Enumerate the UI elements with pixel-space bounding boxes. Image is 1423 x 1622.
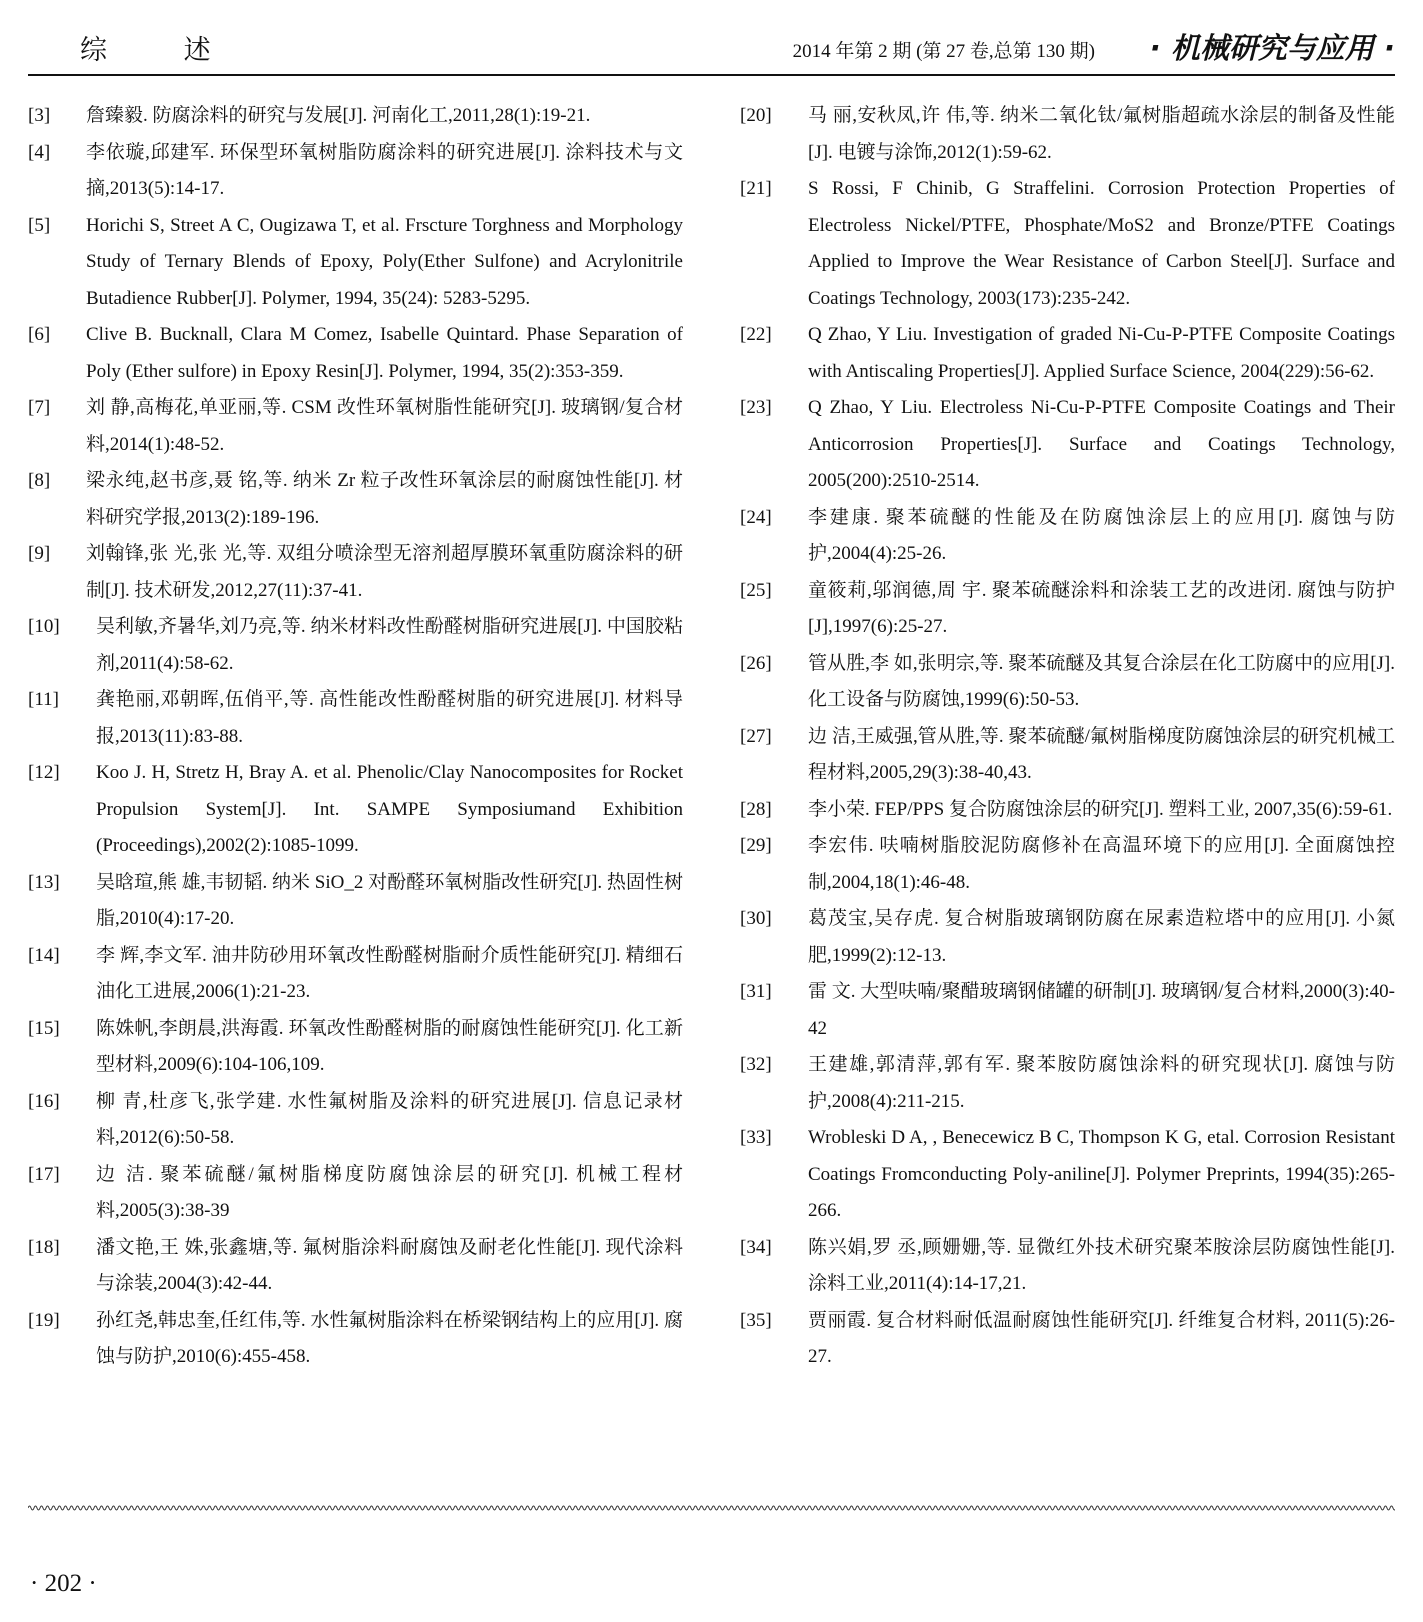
reference-item (28, 682, 683, 755)
page-number: · 202 · (30, 1570, 97, 1597)
reference-number: [32] (740, 1054, 772, 1075)
reference-text: 刘翰锋,张 光,张 光,等. 双组分喷涂型无溶剂超厚膜环氧重防腐涂料的研制[J]. 技术研发,2012,27(11):37-41. (86, 543, 683, 601)
reference-text: 梁永纯,赵书彦,聂 铭,等. 纳米 Zr 粒子改性环氧涂层的耐腐蚀性能[J]. 材料研究学报,2013(2):189-196. (86, 470, 683, 528)
reference-number: [3] (28, 105, 51, 126)
reference-text: S Rossi, F Chinib, G Straffelini. Corrosion Protection Properties of Electroless Nickel/PTFE, Phosphate/MoS2 and Bronze/PTFE Coatings Applied to Improve the Wear Resistance of Carbon Steel[J]. Surface and Coatings Technology, 2003(173):235-242. (808, 178, 1395, 309)
reference-text: 陈兴娟,罗 丞,顾姗姗,等. 显微红外技术研究聚苯胺涂层防腐蚀性能[J]. 涂料工业,2011(4):14-17,21. (808, 1236, 1395, 1294)
reference-item (28, 98, 683, 135)
reference-number: [21] (740, 178, 772, 199)
reference-text: 李小荣. FEP/PPS 复合防腐蚀涂层的研究[J]. 塑料工业, 2007,35(6):59-61. (808, 798, 1393, 820)
reference-text: 贾丽霞. 复合材料耐低温耐腐蚀性能研究[J]. 纤维复合材料, 2011(5):26-27. (808, 1309, 1395, 1367)
reference-item (740, 792, 1395, 829)
reference-number: [6] (28, 324, 51, 345)
reference-number: [8] (28, 470, 51, 491)
reference-text: 管从胜,李 如,张明宗,等. 聚苯硫醚及其复合涂层在化工防腐中的应用[J]. 化工设备与防腐蚀,1999(6):50-53. (808, 652, 1395, 710)
section-label: 综 述 (80, 35, 245, 66)
reference-item (740, 901, 1395, 974)
reference-item (28, 390, 683, 463)
reference-item (740, 1120, 1395, 1230)
reference-item (28, 938, 683, 1011)
reference-text: 王建雄,郭清萍,郭有军. 聚苯胺防腐蚀涂料的研究现状[J]. 腐蚀与防护,2008(4):211-215. (808, 1054, 1395, 1112)
reference-text: 边 洁,王威强,管从胜,等. 聚苯硫醚/氟树脂梯度防腐蚀涂层的研究机械工程材料,2005,29(3):38-40,43. (808, 725, 1395, 783)
reference-number: [26] (740, 652, 772, 674)
reference-text: 詹臻毅. 防腐涂料的研究与发展[J]. 河南化工,2011,28(1):19-21. (86, 105, 591, 126)
reference-item (28, 1157, 683, 1230)
reference-number: [16] (28, 1090, 60, 1112)
reference-text: 童筱莉,邬润德,周 宇. 聚苯硫醚涂料和涂装工艺的改进闭. 腐蚀与防护[J],1997(6):25-27. (808, 579, 1395, 637)
reference-item (740, 573, 1395, 646)
reference-item (28, 536, 683, 609)
reference-text: 吴利敏,齐暑华,刘乃亮,等. 纳米材料改性酚醛树脂研究进展[J]. 中国胶粘剂,2011(4):58-62. (96, 616, 683, 674)
reference-text: Horichi S, Street A C, Ougizawa T, et al. Frscture Torghness and Morphology Study of Ternary Blends of Epoxy, Poly(Ether Sulfone) and Acrylonitrile Butadience Rubber[J]. Polymer, 1994, 35(24): 5283-5295. (86, 214, 683, 309)
reference-text: Q Zhao, Y Liu. Investigation of graded Ni-Cu-P-PTFE Composite Coatings with Antiscaling Properties[J]. Applied Surface Science, 2004(229):56-62. (808, 324, 1395, 382)
reference-item (28, 1084, 683, 1157)
reference-text: 柳 青,杜彦飞,张学建. 水性氟树脂及涂料的研究进展[J]. 信息记录材料,2012(6):50-58. (96, 1090, 683, 1148)
reference-number: [20] (740, 105, 772, 126)
reference-number: [5] (28, 214, 51, 236)
reference-number: [13] (28, 871, 60, 893)
reference-number: [4] (28, 141, 51, 163)
reference-item (740, 1047, 1395, 1120)
reference-number: [34] (740, 1236, 772, 1258)
reference-number: [33] (740, 1127, 772, 1148)
references-left-column (28, 98, 683, 1376)
reference-number: [25] (740, 579, 772, 601)
reference-item (28, 208, 683, 318)
reference-text: Clive B. Bucknall, Clara M Comez, Isabelle Quintard. Phase Separation of Poly (Ether sulfore) in Epoxy Resin[J]. Polymer, 1994, 35(2):353-359. (86, 324, 683, 382)
reference-text: Koo J. H, Stretz H, Bray A. et al. Phenolic/Clay Nanocomposites for Rocket Propulsion System[J]. Int. SAMPE Symposiumand Exhibition (Proceedings),2002(2):1085-1099. (96, 762, 683, 856)
reference-number: [30] (740, 908, 772, 929)
reference-text: 陈姝帆,李朗晨,洪海霞. 环氧改性酚醛树脂的耐腐蚀性能研究[J]. 化工新型材料,2009(6):104-106,109. (96, 1017, 683, 1075)
reference-item (28, 1230, 683, 1303)
journal-title: · 机械研究与应用 · (1149, 31, 1395, 65)
reference-item (28, 609, 683, 682)
reference-number: [18] (28, 1236, 60, 1258)
reference-text: 潘文艳,王 姝,张鑫塘,等. 氟树脂涂料耐腐蚀及耐老化性能[J]. 现代涂料与涂装,2004(3):42-44. (96, 1236, 683, 1294)
reference-item (28, 463, 683, 536)
reference-number: [11] (28, 689, 59, 710)
reference-item (28, 865, 683, 938)
reference-item (740, 646, 1395, 719)
reference-text: 刘 静,高梅花,单亚丽,等. CSM 改性环氧树脂性能研究[J]. 玻璃钢/复合材料,2014(1):48-52. (86, 397, 683, 455)
issue-info: 2014 年第 2 期 (第 27 卷,总第 130 期) (792, 41, 1095, 62)
reference-item (28, 135, 683, 208)
reference-item (740, 171, 1395, 317)
reference-text: Q Zhao, Y Liu. Electroless Ni-Cu-P-PTFE Composite Coatings and Their Anticorrosion Properties[J]. Surface and Coatings Technology, 2005(200):2510-2514. (808, 397, 1395, 491)
reference-text: 葛茂宝,吴存虎. 复合树脂玻璃钢防腐在尿素造粒塔中的应用[J]. 小氮肥,1999(2):12-13. (808, 908, 1395, 966)
reference-number: [24] (740, 506, 772, 528)
reference-item (28, 1011, 683, 1084)
reference-number: [15] (28, 1017, 60, 1039)
reference-item (28, 755, 683, 865)
reference-number: [29] (740, 835, 772, 856)
reference-text: 李建康. 聚苯硫醚的性能及在防腐蚀涂层上的应用[J]. 腐蚀与防护,2004(4):25-26. (808, 506, 1395, 564)
reference-number: [27] (740, 725, 772, 747)
reference-item (28, 317, 683, 390)
reference-number: [23] (740, 397, 772, 418)
reference-number: [19] (28, 1309, 60, 1331)
reference-number: [14] (28, 944, 60, 966)
header-rule (28, 74, 1395, 76)
reference-item (28, 1303, 683, 1376)
reference-text: 李宏伟. 呋喃树脂胶泥防腐修补在高温环境下的应用[J]. 全面腐蚀控制,2004,18(1):46-48. (808, 835, 1395, 893)
reference-number: [9] (28, 543, 51, 564)
reference-text: 吴晗瑄,熊 雄,韦韧韬. 纳米 SiO_2 对酚醛环氧树脂改性研究[J]. 热固性树脂,2010(4):17-20. (96, 871, 683, 929)
reference-item (740, 974, 1395, 1047)
reference-item (740, 719, 1395, 792)
reference-text: 孙红尧,韩忠奎,任红伟,等. 水性氟树脂涂料在桥梁钢结构上的应用[J]. 腐蚀与防护,2010(6):455-458. (96, 1309, 683, 1367)
reference-text: Wrobleski D A, , Benecewicz B C, Thompson K G, etal. Corrosion Resistant Coatings Fromconducting Poly-aniline[J]. Polymer Preprints, 1994(35):265-266. (808, 1127, 1395, 1221)
reference-number: [12] (28, 762, 60, 783)
reference-number: [35] (740, 1309, 772, 1331)
reference-number: [31] (740, 981, 772, 1002)
reference-text: 龚艳丽,邓朝晖,伍俏平,等. 高性能改性酚醛树脂的研究进展[J]. 材料导报,2013(11):83-88. (96, 689, 683, 747)
reference-text: 李依璇,邱建军. 环保型环氧树脂防腐涂料的研究进展[J]. 涂料技术与文摘,2013(5):14-17. (86, 141, 683, 199)
reference-text: 李 辉,李文军. 油井防砂用环氧改性酚醛树脂耐介质性能研究[J]. 精细石油化工进展,2006(1):21-23. (96, 944, 683, 1002)
reference-item (740, 828, 1395, 901)
reference-number: [17] (28, 1163, 60, 1185)
reference-item (740, 390, 1395, 500)
page-header (28, 0, 1395, 76)
reference-item (740, 500, 1395, 573)
reference-item (740, 1230, 1395, 1303)
reference-text: 雷 文. 大型呋喃/聚醋玻璃钢储罐的研制[J]. 玻璃钢/复合材料,2000(3):40-42 (808, 981, 1395, 1039)
reference-number: [10] (28, 616, 60, 637)
footer-wavy-rule (28, 1502, 1395, 1514)
reference-number: [7] (28, 397, 51, 418)
reference-item (740, 98, 1395, 171)
reference-item (740, 317, 1395, 390)
reference-number: [22] (740, 324, 772, 345)
reference-text: 边 洁. 聚苯硫醚/氟树脂梯度防腐蚀涂层的研究[J]. 机械工程材料,2005(3):38-39 (96, 1163, 683, 1221)
reference-item (740, 1303, 1395, 1376)
reference-number: [28] (740, 798, 772, 820)
references-right-column (740, 98, 1395, 1376)
reference-text: 马 丽,安秋凤,许 伟,等. 纳米二氧化钛/氟树脂超疏水涂层的制备及性能[J]. 电镀与涂饰,2012(1):59-62. (808, 105, 1395, 163)
